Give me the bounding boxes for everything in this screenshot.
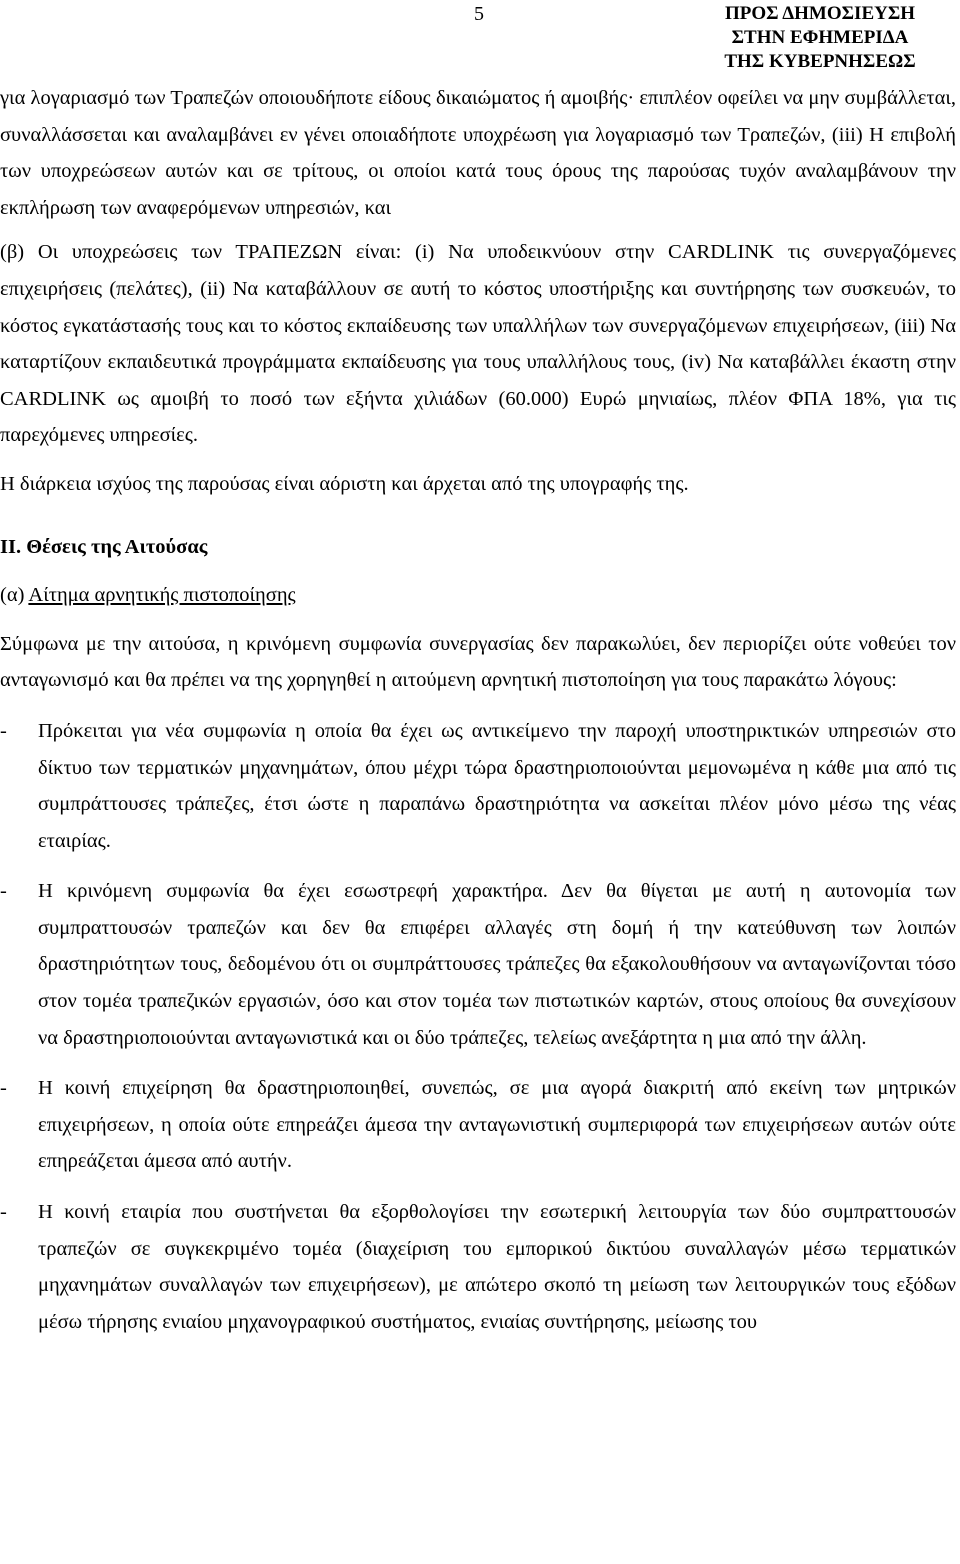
list-item	[0, 1070, 956, 1180]
bullet-text: Η κοινή επιχείρηση θα δραστηριοποιηθεί, συνεπώς, σε μια αγορά διακριτή από εκείνη των μητρικών επιχειρήσεων, η οποία ούτε επηρεάζει άμεσα την ανταγωνιστική συμπεριφορά των επιχειρήσεων αυτών ούτε επηρεάζεται άμεσα από αυτήν.	[38, 1077, 956, 1173]
publication-header	[690, 2, 950, 74]
list-item	[0, 1194, 956, 1340]
page-number: 5	[474, 3, 484, 25]
list-item	[0, 873, 956, 1056]
bullet-text: Η κοινή εταιρία που συστήνεται θα εξορθολογίσει την εσωτερική λειτουργία των δύο συμπραττουσών τραπεζών σε συγκεκριμένο τομέα (διαχείριση του εμπορικού δικτύου συναλλαγών μέσω τερματικών μηχανημάτων συναλλαγών των επιχειρήσεων), με απώτερο σκοπό τη μείωση των λειτουργικών τους εξόδων μέσω τήρησης ενιαίου μηχανογραφικού συστήματος, ενιαίας συντήρησης, μείωσης του	[38, 1201, 956, 1333]
sub-heading	[0, 577, 956, 614]
bullet-dash: -	[0, 880, 7, 903]
document-body	[0, 80, 956, 1340]
paragraph-3: Η διάρκεια ισχύος της παρούσας είναι αόριστη και άρχεται από της υπογραφής της.	[0, 472, 689, 495]
bullet-text: Πρόκειται για νέα συμφωνία η οποία θα έχει ως αντικείμενο την παροχή υποστηρικτικών υπηρεσιών στο δίκτυο των τερματικών μηχανημάτων, όπου μέχρι τώρα δραστηριοποιούνται μεμονωμένα η κάθε μια από τις συμπράττουσες τράπεζες, έτσι ώστε η παραπάνω δραστηριότητα να ασκείται πλέον μόνο μέσω της νέας εταιρίας.	[38, 719, 956, 852]
bullet-dash: -	[0, 1077, 7, 1100]
list-item	[0, 713, 956, 859]
bullet-dash: -	[0, 719, 7, 742]
section-intro: Σύμφωνα με την αιτούσα, η κρινόμενη συμφωνία συνεργασίας δεν παρακωλύει, δεν περιορίζει ούτε νοθεύει τον ανταγωνισμό και θα πρέπει να της χορηγηθεί η αιτούμενη αρνητική πιστοποίηση για τους παρακάτω λόγους:	[0, 632, 956, 692]
bullet-dash: -	[0, 1201, 7, 1224]
header-line-3: ΤΗΣ ΚΥΒΕΡΝΗΣΕΩΣ	[724, 51, 916, 72]
bullet-text: Η κρινόμενη συμφωνία θα έχει εσωστρεφή χαρακτήρα. Δεν θα θίγεται με αυτή η αυτονομία των συμπραττουσών τραπεζών και δεν θα επιφέρει αλλαγές στη δομή ή την κατεύθυνση των λοιπών δραστηριότητων τους, δεδομένου ότι οι συμπράττουσες τράπεζες θα εξακολουθήσουν να ανταγωνίζονται τόσο στον τομέα τραπεζικών εργασιών, όσο και στον τομέα των πιστωτικών καρτών, στους οποίους θα συνεχίσουν να δραστηριοποιούνται ανταγωνιστικά και οι δύο τράπεζες, τελείως ανεξάρτητα η μια από την άλλη.	[38, 880, 956, 1049]
section-heading: ΙΙ. Θέσεις της Αιτούσας	[0, 535, 208, 558]
sub-heading-title: Αίτημα αρνητικής πιστοποίησης	[28, 584, 296, 607]
header-line-1: ΠΡΟΣ ΔΗΜΟΣΙΕΥΣΗ	[724, 3, 916, 24]
sub-heading-prefix: (α)	[0, 584, 29, 607]
paragraph-2: (β) Οι υποχρεώσεις των ΤΡΑΠΕΖΩΝ είναι: (i) Να υποδεικνύουν στην CARDLINK τις συνεργαζόμενες επιχειρήσεις (πελάτες), (ii) Να καταβάλλουν σε αυτή το κόστος υποστήριξης και συντήρησης των συσκευών, το κόστος εγκατάστασής τους και το κόστος εκπαίδευσης των υπαλλήλων των συνεργαζόμενων επιχειρήσεων, (iii) Να καταρτίζουν εκπαιδευτικά προγράμματα εκπαίδευσης για τους υπαλλήλους τους, (iv) Να καταβάλλει έκαστη στην CARDLINK ως αμοιβή το ποσό των εξήντα χιλιάδων (60.000) Ευρώ μηνιαίως, πλέον ΦΠΑ 18%, για τις παρεχόμενες υπηρεσίες.	[0, 241, 956, 447]
header-line-2: ΣΤΗΝ ΕΦΗΜΕΡΙΔΑ	[731, 27, 909, 48]
paragraph-1: για λογαριασμό των Τραπεζών οποιουδήποτε είδους δικαιώματος ή αμοιβής· επιπλέον οφείλει να μην συμβάλλεται, συναλλάσσεται και αναλαμβάνει εν γένει οποιαδήποτε υποχρέωση για λογαριασμό των Τραπεζών, (iii) Η επιβολή των υποχρεώσεων αυτών και σε τρίτους, οι οποίοι κατά τους όρους της παρούσας τυχόν αναλαμβάνουν την εκπλήρωση των αναφερόμενων υπηρεσιών, και	[0, 87, 956, 219]
